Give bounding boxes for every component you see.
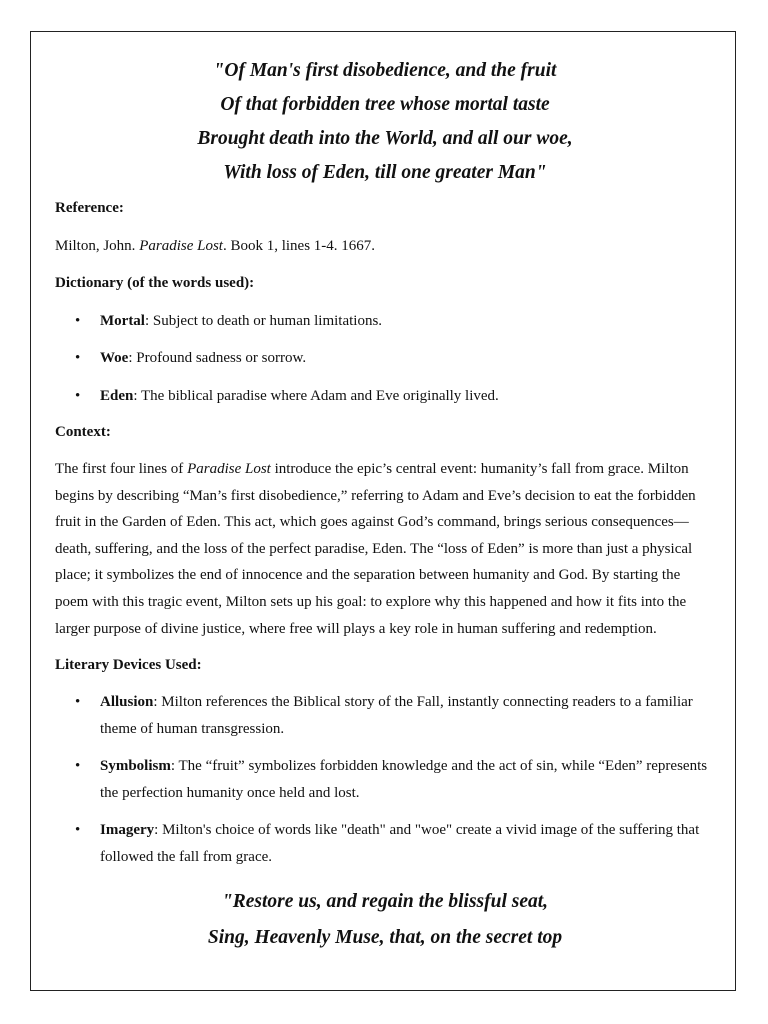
reference-heading: Reference: [55,200,124,216]
quote-line-1: "Of Man's first disobedience, and the fruit [213,60,557,81]
list-item [55,817,715,870]
dictionary-heading: Dictionary (of the words used): [55,274,255,291]
bullet-icon: • [75,758,81,775]
definition-mortal: : Subject to death or human limitations. [144,312,383,329]
context-work-title: Paradise Lost [187,461,271,478]
term-eden: Eden [100,387,134,404]
context-paragraph [55,456,715,642]
list-item [55,689,715,742]
definition-eden: : The biblical paradise where Adam and Eve originally lived. [133,387,499,404]
definition-woe: : Profound sadness or sorrow. [128,350,307,367]
context-intro: The first four lines of [55,461,188,478]
bullet-icon: • [75,350,81,367]
quote-line-3: Brought death into the World, and all our woe, [197,128,573,149]
list-item [55,345,715,372]
bullet-icon: • [75,387,81,404]
reference-citation [55,233,715,260]
devices-list [55,689,715,870]
devices-heading: Literary Devices Used: [55,657,202,674]
term-woe: Woe [100,350,129,367]
term-symbolism: Symbolism [100,758,171,775]
bullet-icon: • [75,312,81,329]
dictionary-list [55,308,715,410]
term-mortal: Mortal [100,312,145,329]
context-body: introduce the epic’s central event: humanity’s fall from grace. Milton begins by describing “Man’s first disobedience,” referring to Adam and Eve’s decision to eat the forbidden fruit in the Garden of Eden. This act, which goes against God’s command, brings serious consequences—death, suffering, and the loss of the perfect paradise, Eden. The “loss of Eden” is more than just a physical place; it symbolizes the end of innocence and the separation between humanity and God. By starting the poem with this tragic event, Milton sets up his goal: to explore why this happened and how it fits into the larger purpose of divine justice, where free will plays a key role in human suffering and redemption. [55,461,696,637]
bullet-icon: • [75,822,81,839]
closing-quote-line-2: Sing, Heavenly Muse, that, on the secret top [207,927,563,949]
definition-symbolism: : The “fruit” symbolizes forbidden knowledge and the act of sin, while “Eden” represents the perfection humanity once held and lost. [100,758,708,801]
list-item [55,753,715,806]
definition-imagery: : Milton's choice of words like "death" and "woe" create a vivid image of the suffering that followed the fall from grace. [100,822,700,865]
closing-quote-line-1: "Restore us, and regain the blissful seat, [221,891,549,913]
list-item [55,308,715,335]
citation-details: . Book 1, lines 1-4. 1667. [222,238,376,254]
bullet-icon: • [75,694,81,711]
opening-quote [55,54,715,190]
context-heading: Context: [55,424,111,441]
citation-work-title: Paradise Lost [139,238,223,254]
page-frame [30,31,736,991]
definition-allusion: : Milton references the Biblical story of the Fall, instantly connecting readers to a familiar theme of human transgression. [100,694,693,737]
document-body [55,54,715,956]
citation-author: Milton, John. [55,238,140,254]
quote-line-4: With loss of Eden, till one greater Man" [223,162,547,183]
quote-line-2: Of that forbidden tree whose mortal taste [220,94,550,115]
term-imagery: Imagery [100,822,155,839]
term-allusion: Allusion [100,694,154,711]
list-item [55,383,715,410]
closing-quote [55,884,715,956]
